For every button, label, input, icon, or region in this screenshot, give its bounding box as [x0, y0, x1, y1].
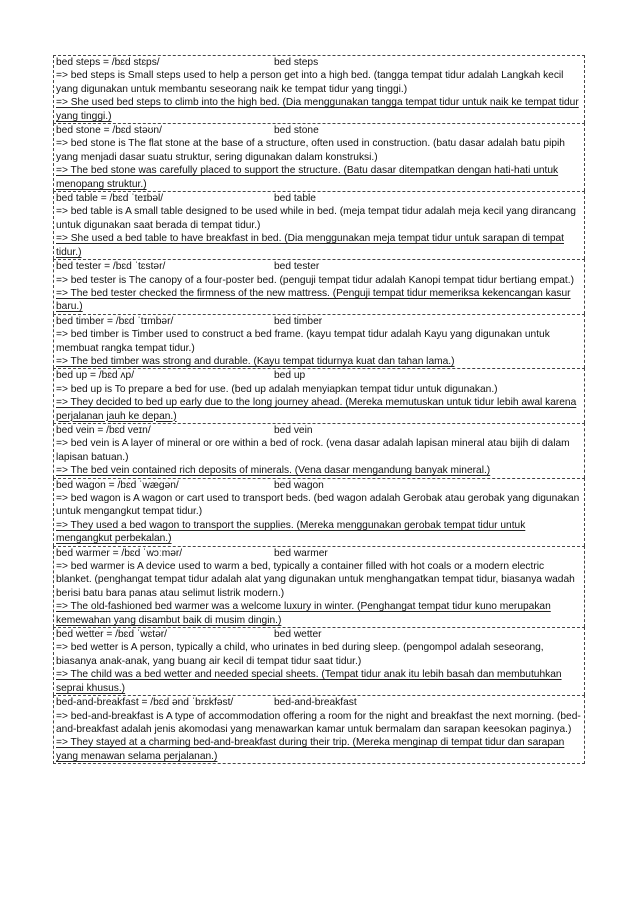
pronunciation: bed wagon = /bɛd ˈwæɡən/: [56, 479, 179, 491]
pronunciation: bed wetter = /bɛd ˈwɛtər/: [56, 629, 167, 641]
entry-heading: [56, 315, 581, 328]
entry-heading: [56, 628, 581, 641]
definition: => bed vein is A layer of mineral or ore within a bed of rock. (vena dasar adalah lapisan mineral atau bijih di dalam lapisan batuan.): [56, 438, 570, 463]
example-sentence: => The bed tester checked the firmness of the new mattress. (Penguji tempat tidur memeriksa kekencangan kasur baru.): [56, 287, 571, 313]
definition: => bed-and-breakfast is A type of accommodation offering a room for the night and breakfast the next morning. (bed-and-breakfast adalah jenis akomodasi yang menawarkan kamar untuk bermalam dan sarapan keesokan paginya.): [56, 710, 581, 735]
vocab-entry: [53, 55, 585, 123]
example-sentence: => She used bed steps to climb into the high bed. (Dia menggunakan tangga tempat tidur untuk naik ke tempat tidur yang tinggi.): [56, 97, 579, 122]
definition: => bed wetter is A person, typically a child, who urinates in bed during sleep. (pengompol adalah seseorang, biasanya anak-anak, yang buang air kecil di tempat tidur saat tidur.): [56, 642, 544, 667]
definition: => bed table is A small table designed to be used while in bed. (meja tempat tidur adalah meja kecil yang dirancang untuk digunakan saat berada di tempat tidur.): [56, 206, 576, 231]
example-sentence: => She used a bed table to have breakfast in bed. (Dia menggunakan meja tempat tidur untuk sarapan di tempat tidur.): [56, 233, 565, 258]
definition: => bed tester is The canopy of a four-poster bed. (penguji tempat tidur adalah Kanopi tempat tidur bertiang empat.): [56, 274, 574, 286]
entry-heading: [56, 56, 581, 69]
vocab-entry: [53, 478, 585, 546]
entry-heading: [56, 424, 581, 437]
example-sentence: => The bed vein contained rich deposits of minerals. (Vena dasar mengandung banyak mineral.): [56, 465, 491, 477]
term: bed table: [274, 193, 316, 205]
definition: => bed stone is The flat stone at the base of a structure, often used in construction. (batu dasar adalah batu pipih yang menjadi dasar suatu struktur, sering digunakan dalam konstruksi.): [56, 138, 565, 163]
vocab-entry: [53, 627, 585, 695]
vocabulary-document: [53, 55, 585, 764]
definition: => bed up is To prepare a bed for use. (bed up adalah menyiapkan tempat tidur untuk digunakan.): [56, 383, 498, 395]
pronunciation: bed stone = /bɛd stəʊn/: [56, 125, 162, 137]
definition: => bed steps is Small steps used to help a person get into a high bed. (tangga tempat tidur adalah Langkah kecil yang digunakan untuk membantu seseorang naik ke tempat tidur yang tinggi.): [56, 70, 564, 95]
pronunciation: bed-and-breakfast = /bɛd ənd ˈbrɛkfəst/: [56, 697, 234, 709]
term: bed warmer: [274, 547, 328, 559]
entry-heading: [56, 192, 581, 205]
term: bed up: [274, 370, 306, 382]
definition: => bed timber is Timber used to construct a bed frame. (kayu tempat tidur adalah Kayu yang digunakan untuk membuat rangka tempat tidur.): [56, 329, 550, 354]
example-sentence: => The child was a bed wetter and needed special sheets. (Tempat tidur anak itu lebih basah dan membutuhkan seprai khusus.): [56, 669, 562, 694]
vocab-entry: [53, 546, 585, 627]
vocab-entry: [53, 368, 585, 423]
term: bed tester: [274, 261, 320, 273]
pronunciation: bed vein = /bɛd veɪn/: [56, 424, 151, 436]
entry-heading: [56, 547, 581, 560]
vocab-entry: [53, 191, 585, 259]
pronunciation: bed table = /bɛd ˈteɪbəl/: [56, 193, 164, 205]
vocab-entry: [53, 695, 585, 764]
entry-heading: [56, 479, 581, 492]
term: bed-and-breakfast: [274, 697, 357, 709]
pronunciation: bed up = /bɛd ʌp/: [56, 370, 135, 382]
term: bed vein: [274, 424, 313, 436]
term: bed steps: [274, 57, 319, 68]
example-sentence: => They decided to bed up early due to the long journey ahead. (Mereka memutuskan untuk tidur lebih awal karena perjalanan jauh ke depan.): [56, 397, 577, 422]
pronunciation: bed warmer = /bɛd ˈwɔːmər/: [56, 547, 183, 559]
example-sentence: => They used a bed wagon to transport the supplies. (Mereka menggunakan gerobak tempat tidur untuk mengangkut perbekalan.): [56, 519, 526, 545]
example-sentence: => The bed stone was carefully placed to support the structure. (Batu dasar ditempatkan dengan hati-hati untuk menopang struktur.): [56, 165, 559, 190]
pronunciation: bed tester = /bɛd ˈtɛstər/: [56, 261, 166, 273]
entry-heading: [56, 696, 581, 709]
definition: => bed wagon is A wagon or cart used to transport beds. (bed wagon adalah Gerobak atau gerobak yang digunakan untuk mengangkut tempat tidur.): [56, 493, 580, 518]
term: bed wagon: [274, 479, 324, 491]
pronunciation: bed timber = /bɛd ˈtɪmbər/: [56, 315, 174, 327]
pronunciation: bed steps = /bɛd stɛps/: [56, 57, 160, 68]
example-sentence: => The old-fashioned bed warmer was a welcome luxury in winter. (Penghangat tempat tidur kuno merupakan kemewahan yang disambut baik di musim dingin.): [56, 601, 551, 626]
vocab-entry: [53, 259, 585, 314]
example-sentence: => They stayed at a charming bed-and-breakfast during their trip. (Mereka menginap di tempat tidur dan sarapan yang menawan selama perjalanan.): [56, 737, 565, 762]
entry-heading: [56, 260, 581, 273]
term: bed wetter: [274, 629, 322, 641]
term: bed timber: [274, 315, 323, 327]
definition: => bed warmer is A device used to warm a bed, typically a container filled with hot coals or a modern electric blanket. (penghangat tempat tidur adalah alat yang digunakan untuk menghangatkan tempat tidur, biasanya wadah berisi batu bara panas atau selimut listrik modern.): [56, 561, 575, 599]
vocab-entry: [53, 423, 585, 478]
term: bed stone: [274, 125, 319, 137]
example-sentence: => The bed timber was strong and durable. (Kayu tempat tidurnya kuat dan tahan lama.): [56, 355, 455, 367]
vocab-entry: [53, 314, 585, 369]
entry-heading: [56, 124, 581, 137]
entry-heading: [56, 369, 581, 382]
vocab-entry: [53, 123, 585, 191]
